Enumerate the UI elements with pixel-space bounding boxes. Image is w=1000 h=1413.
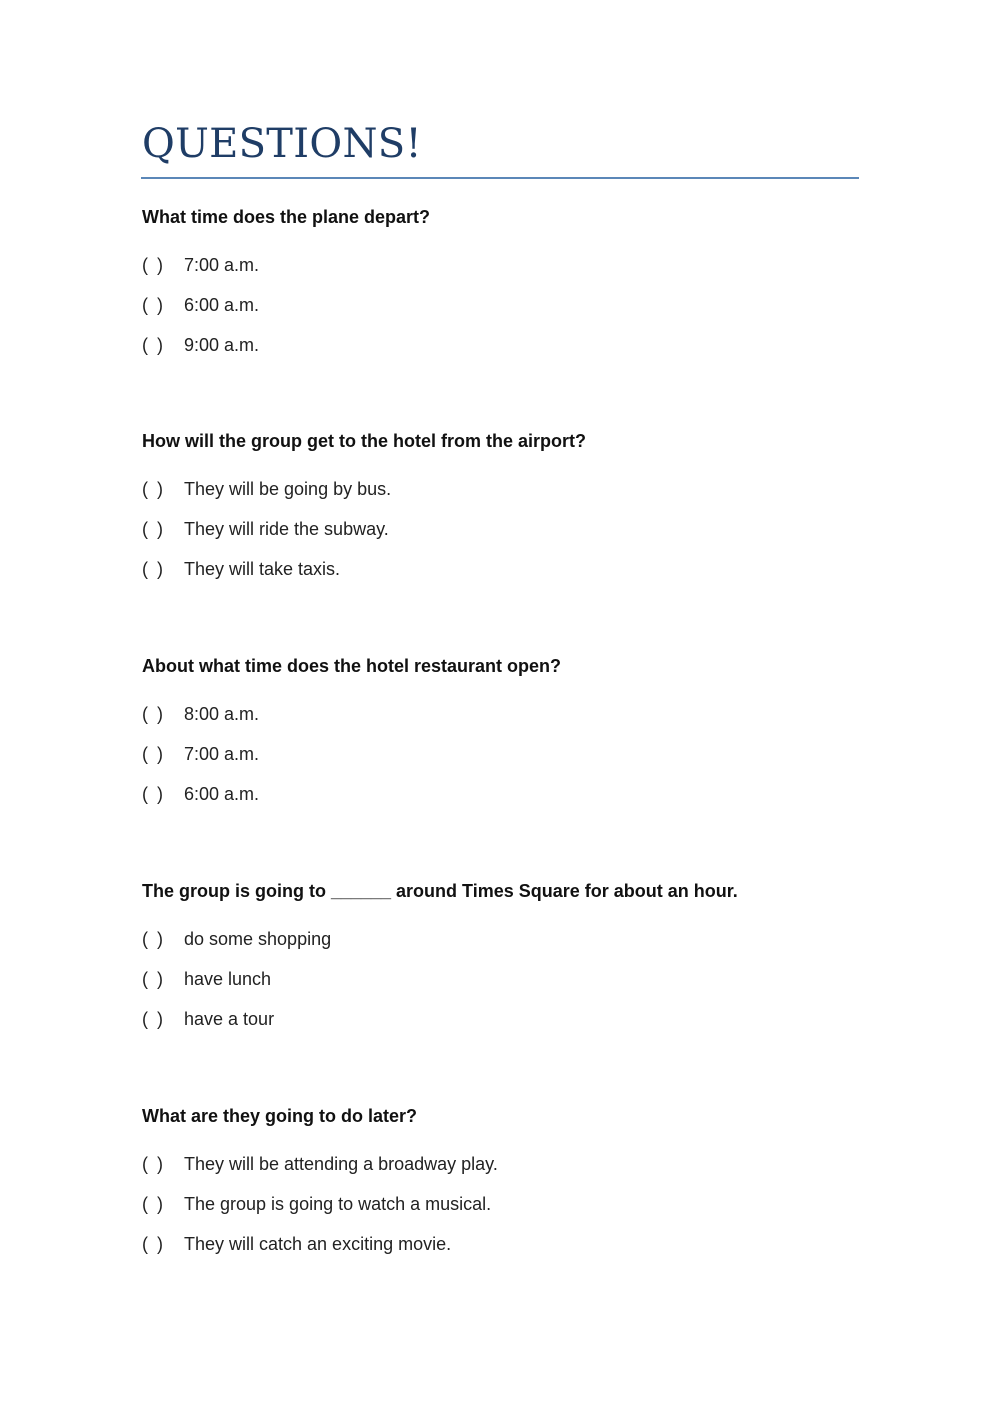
option-label: 6:00 a.m.: [184, 295, 260, 315]
option-item[interactable]: [142, 1153, 862, 1175]
question-text: The group is going to ______ around Times Square for about an hour.: [142, 881, 738, 901]
option-label: They will be going by bus.: [184, 479, 392, 499]
option-label: do some shopping: [184, 929, 332, 949]
option-label: 9:00 a.m.: [184, 335, 260, 355]
checkbox-marker[interactable]: ( ): [142, 295, 163, 315]
option-label: 8:00 a.m.: [184, 704, 260, 724]
checkbox-marker[interactable]: ( ): [142, 1154, 163, 1174]
checkbox-marker[interactable]: ( ): [142, 1194, 163, 1214]
option-item[interactable]: [142, 1008, 862, 1030]
option-label: 7:00 a.m.: [184, 255, 260, 275]
checkbox-marker[interactable]: ( ): [142, 559, 163, 579]
question-text: What time does the plane depart?: [142, 207, 431, 227]
question-1: [142, 206, 862, 356]
option-list: [142, 1153, 862, 1255]
option-item[interactable]: [142, 518, 862, 540]
option-label: They will be attending a broadway play.: [184, 1154, 498, 1174]
checkbox-marker[interactable]: ( ): [142, 744, 163, 764]
checkbox-marker[interactable]: ( ): [142, 1009, 163, 1029]
option-item[interactable]: [142, 478, 862, 500]
option-item[interactable]: [142, 968, 862, 990]
option-item[interactable]: [142, 294, 862, 316]
checkbox-marker[interactable]: ( ): [142, 255, 163, 275]
checkbox-marker[interactable]: ( ): [142, 479, 163, 499]
option-item[interactable]: [142, 1233, 862, 1255]
question-text: How will the group get to the hotel from the airport?: [142, 431, 586, 451]
option-item[interactable]: [142, 334, 862, 356]
option-item[interactable]: [142, 928, 862, 950]
question-text: What are they going to do later?: [142, 1106, 418, 1126]
option-label: have lunch: [184, 969, 272, 989]
option-item[interactable]: [142, 558, 862, 580]
option-label: They will take taxis.: [184, 559, 341, 579]
question-3: [142, 655, 862, 805]
checkbox-marker[interactable]: ( ): [142, 704, 163, 724]
option-label: have a tour: [184, 1009, 275, 1029]
option-list: [142, 928, 862, 1030]
question-text: About what time does the hotel restaurant open?: [142, 656, 562, 676]
page-title: QUESTIONS!: [142, 121, 422, 167]
option-label: 6:00 a.m.: [184, 784, 260, 804]
checkbox-marker[interactable]: ( ): [142, 519, 163, 539]
option-item[interactable]: [142, 254, 862, 276]
option-label: 7:00 a.m.: [184, 744, 260, 764]
option-list: [142, 254, 862, 356]
checkbox-marker[interactable]: ( ): [142, 969, 163, 989]
option-item[interactable]: [142, 1193, 862, 1215]
question-2: [142, 430, 862, 580]
checkbox-marker[interactable]: ( ): [142, 1234, 163, 1254]
option-label: They will ride the subway.: [184, 519, 389, 539]
option-list: [142, 703, 862, 805]
title-underline: [141, 177, 859, 179]
checkbox-marker[interactable]: ( ): [142, 784, 163, 804]
question-5: [142, 1105, 862, 1255]
option-item[interactable]: [142, 783, 862, 805]
option-label: The group is going to watch a musical.: [184, 1194, 492, 1214]
checkbox-marker[interactable]: ( ): [142, 929, 163, 949]
checkbox-marker[interactable]: ( ): [142, 335, 163, 355]
question-4: [142, 880, 862, 1030]
option-label: They will catch an exciting movie.: [184, 1234, 452, 1254]
option-list: [142, 478, 862, 580]
option-item[interactable]: [142, 703, 862, 725]
option-item[interactable]: [142, 743, 862, 765]
